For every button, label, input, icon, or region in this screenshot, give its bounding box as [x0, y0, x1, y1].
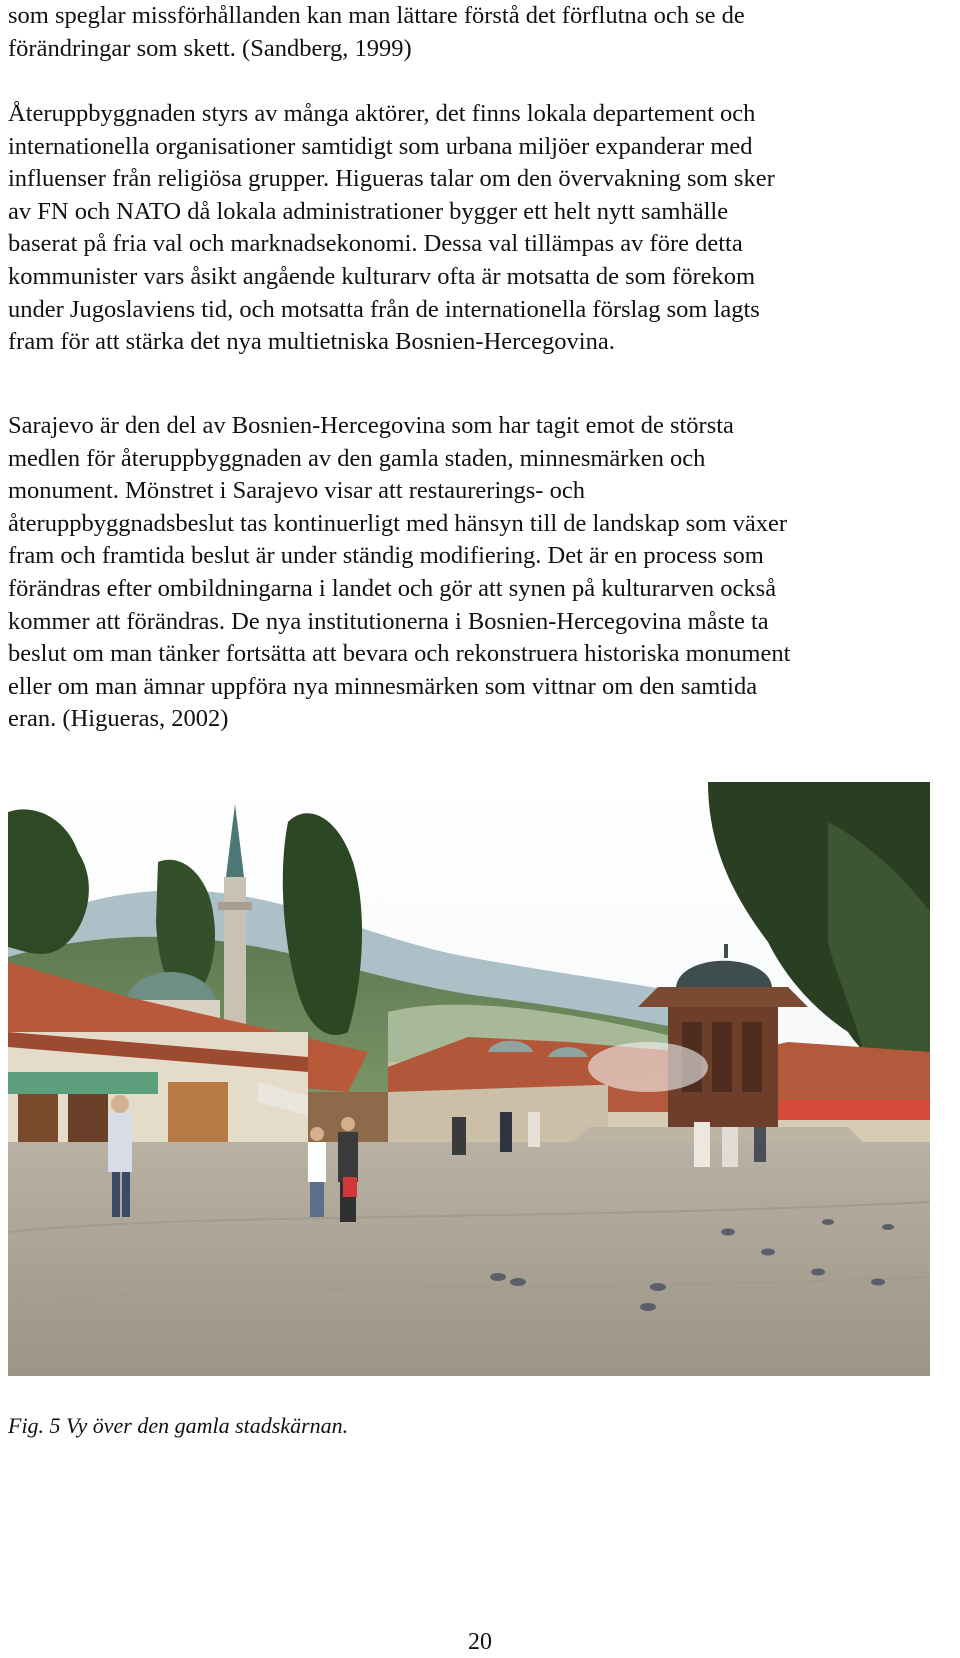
page-number: 20 — [468, 1629, 492, 1655]
paragraph-1: som speglar missförhållanden kan man lättare förstå det förflutna och se de förändringar som skett. (Sandberg, 1999) — [8, 2, 745, 62]
figure-caption: Fig. 5 Vy över den gamla stadskärnan. — [8, 1413, 349, 1438]
paragraph-2: Återuppbyggnaden styrs av många aktörer, det finns lokala departement och internationella organisationer samtidigt som urbana miljöer expanderar med influenser från religiösa grupper. Higueras talar om den övervakning som sker av FN och NATO då lokala administrationer bygger ett helt nytt samhälle baserat på fria val och marknadsekonomi. Dessa val tillämpas av före detta kommunister vars åsikt angående kulturarv ofta är motsatta de som förekom under Jugoslaviens tid, och motsatta från de internationella förslag som lagts fram för att stärka det nya multietniska Bosnien-Hercegovina. — [8, 100, 775, 356]
figure-photo-sarajevo-old-town — [8, 782, 930, 1376]
paragraph-3: Sarajevo är den del av Bosnien-Hercegovina som har tagit emot de största medlen för återuppbyggnaden av den gamla staden, minnesmärken och monument. Mönstret i Sarajevo visar att restaurerings- och återuppbyggnadsbeslut tas kontinuerligt med hänsyn till de landskap som växer fram och framtida beslut är under ständig modifiering. Det är en process som förändras efter ombildningarna i landet och gör att synen på kulturarven också kommer att förändras. De nya institutionerna i Bosnien-Hercegovina måste ta beslut om man tänker fortsätta att bevara och rekonstruera historiska monument eller om man ämnar uppföra nya minnesmärken som vittnar om den samtida eran. (Higueras, 2002) — [8, 412, 791, 733]
